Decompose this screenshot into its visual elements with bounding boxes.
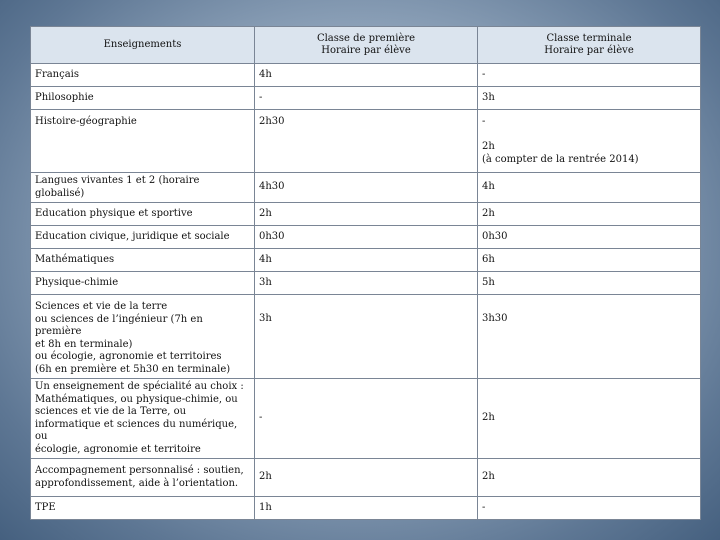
table-row: [31, 249, 701, 272]
cell-terminale: -: [478, 497, 701, 520]
table-row: [31, 173, 701, 203]
cell-premiere: 4h30: [255, 173, 478, 203]
cell-subject: Français: [31, 64, 255, 87]
table-row: [31, 272, 701, 295]
table-row: [31, 203, 701, 226]
cell-subject: Un enseignement de spécialité au choix : Mathématiques, ou physique-chimie, ou sciences et vie de la Terre, ou informatique et sciences du numérique, ou écologie, agronomie et territoire: [31, 379, 255, 459]
cell-premiere: 0h30: [255, 226, 478, 249]
cell-premiere: 3h: [255, 272, 478, 295]
cell-subject: Langues vivantes 1 et 2 (horaire globalisé): [31, 173, 255, 203]
table-row: [31, 110, 701, 173]
cell-terminale: 2h: [478, 203, 701, 226]
cell-subject: Philosophie: [31, 87, 255, 110]
cell-premiere: 4h: [255, 64, 478, 87]
cell-subject: Sciences et vie de la terre ou sciences de l’ingénieur (7h en première et 8h en terminale) ou écologie, agronomie et territoires (6h en première et 5h30 en terminale): [31, 295, 255, 379]
cell-terminale: 5h: [478, 272, 701, 295]
cell-subject: Education physique et sportive: [31, 203, 255, 226]
cell-terminale: - 2h (à compter de la rentrée 2014): [478, 110, 701, 173]
header-premiere: Classe de première Horaire par élève: [255, 27, 478, 64]
cell-terminale: 0h30: [478, 226, 701, 249]
cell-premiere: -: [255, 87, 478, 110]
table-row: [31, 497, 701, 520]
cell-terminale: 3h30: [478, 295, 701, 379]
table-row: [31, 459, 701, 497]
cell-premiere: 2h: [255, 203, 478, 226]
cell-subject: Education civique, juridique et sociale: [31, 226, 255, 249]
cell-premiere: 2h: [255, 459, 478, 497]
header-row: [31, 27, 701, 64]
table-row: [31, 87, 701, 110]
cell-terminale: 3h: [478, 87, 701, 110]
table-row: [31, 226, 701, 249]
cell-premiere: -: [255, 379, 478, 459]
table-row: [31, 379, 701, 459]
cell-premiere: 3h: [255, 295, 478, 379]
schedule-table-container: [30, 26, 700, 520]
header-terminale: Classe terminale Horaire par élève: [478, 27, 701, 64]
header-subject: Enseignements: [31, 27, 255, 64]
cell-terminale: -: [478, 64, 701, 87]
table-row: [31, 295, 701, 379]
cell-premiere: 4h: [255, 249, 478, 272]
cell-subject: Physique-chimie: [31, 272, 255, 295]
cell-terminale: 2h: [478, 459, 701, 497]
cell-terminale: 4h: [478, 173, 701, 203]
table-row: [31, 64, 701, 87]
cell-terminale: 6h: [478, 249, 701, 272]
cell-subject: Mathématiques: [31, 249, 255, 272]
cell-subject: TPE: [31, 497, 255, 520]
cell-subject: Histoire-géographie: [31, 110, 255, 173]
cell-premiere: 1h: [255, 497, 478, 520]
cell-subject: Accompagnement personnalisé : soutien, approfondissement, aide à l’orientation.: [31, 459, 255, 497]
cell-premiere: 2h30: [255, 110, 478, 173]
cell-terminale: 2h: [478, 379, 701, 459]
schedule-table: [30, 26, 701, 520]
